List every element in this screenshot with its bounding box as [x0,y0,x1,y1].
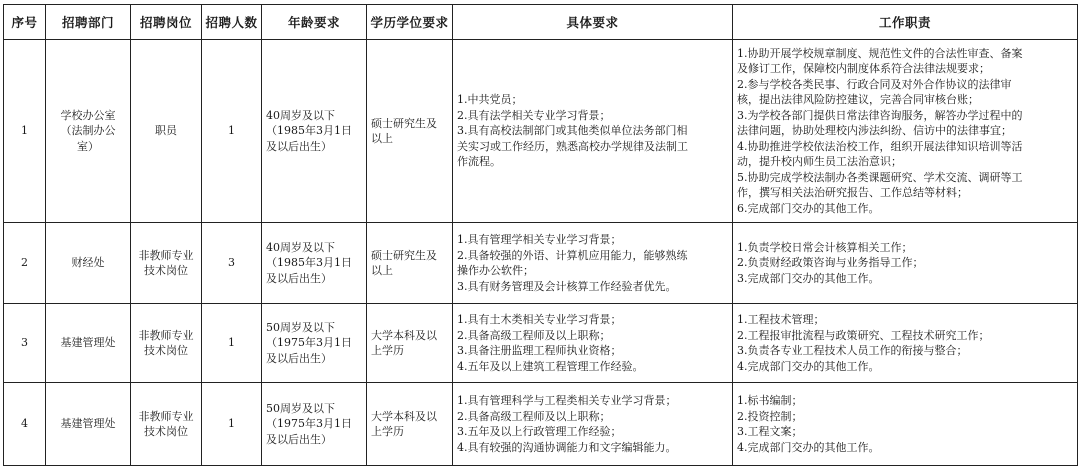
header-cell: 具体要求 [453,5,733,40]
cell-text-line: 及以后出生） [266,271,332,285]
cell-text-line: 大学本科及以 [371,328,437,342]
department-cell [46,223,131,304]
cell-text-line: 2.负责财经政策咨询与业务指导工作； [737,256,924,270]
cell-text-line: 作，撰写相关法治研究报告、工作总结等材料； [737,186,968,200]
cell-text-line: 1.中共党员； [457,93,523,107]
cell-text-line: 上学历 [371,425,404,438]
cell-text-line: 非教师专业 [138,328,194,342]
cell-text-line: 及修订工作，保障校内制度体系符合法律法规要求； [737,62,990,76]
serial-number-cell: 2 [4,223,46,304]
cell-text-line: 1.工程技术管理； [737,313,825,326]
cell-text-line: 1.具有管理学相关专业学习背景； [457,233,622,246]
education-requirement-cell [367,383,453,466]
specific-requirements-cell [453,383,733,466]
cell-text-line: 2.具有法学相关专业学习背景； [457,108,611,122]
cell-text-line: 室） [77,139,99,153]
cell-text-line: 40周岁及以下 [266,240,335,254]
cell-text-line: 上学历 [371,344,404,357]
cell-text-line: 2.具备高级工程师及以上职称； [457,409,611,423]
age-requirement-cell [262,40,367,223]
cell-text-line: 3.具有财务管理及会计核算工作经验者优先。 [457,279,677,293]
cell-text-line: 3.工程文案； [737,425,803,438]
cell-text-line: 3.五年及以上行政管理工作经验； [457,425,622,438]
table-row [4,304,1078,383]
serial-number-cell: 4 [4,383,46,466]
job-duties-cell [733,223,1078,304]
specific-requirements-cell [453,40,733,223]
cell-text-line: 1.标书编制； [737,394,803,407]
cell-text-line: 4.五年及以上建筑工程管理工作经验。 [457,359,644,373]
cell-text-line: 硕士研究生及 [371,248,437,262]
header-cell: 工作职责 [733,5,1078,40]
cell-text-line: 法律问题，协助处理校内涉法纠纷、信访中的法律事宜； [737,124,1012,138]
cell-text-line: 50周岁及以下 [266,320,335,334]
cell-text-line: 技术岗位 [144,344,188,357]
education-requirement-cell [367,40,453,223]
cell-text-line: 基建管理处 [60,417,116,431]
cell-text-line: 及以后出生） [266,139,332,153]
headcount-cell: 3 [202,223,262,304]
recruitment-table [3,4,1078,466]
header-row [4,5,1078,40]
table-row [4,40,1078,223]
cell-text-line: 基建管理处 [60,336,116,350]
age-requirement-cell [262,223,367,304]
cell-text-line: 1.具有管理科学与工程类相关专业学习背景； [457,394,677,407]
header-cell: 招聘人数 [202,5,262,40]
cell-text-line: 作流程。 [457,155,501,169]
header-cell: 年龄要求 [262,5,367,40]
cell-text-line: 3.完成部门交办的其他工作。 [737,271,880,285]
cell-text-line: 2.工程报审批流程与政策研究、工程技术研究工作； [737,328,990,342]
cell-text-line: 40周岁及以下 [266,108,335,122]
cell-text-line: 3.负责各专业工程技术人员工作的衔接与整合； [737,344,968,357]
cell-text-line: 2.具备高级工程师及以上职称； [457,328,611,342]
cell-text-line: 学校办公室 [60,108,116,122]
cell-text-line: 非教师专业 [138,248,194,262]
education-requirement-cell [367,223,453,304]
headcount-cell: 1 [202,304,262,383]
cell-text-line: 50周岁及以下 [266,401,335,415]
headcount-cell: 1 [202,40,262,223]
cell-text-line: （1975年3月1日 [266,417,352,431]
job-duties-cell [733,383,1078,466]
department-cell [46,383,131,466]
headcount-cell: 1 [202,383,262,466]
cell-text-line: 1.协助开展学校规章制度、规范性文件的合法性审查、备案 [737,46,1023,60]
serial-number-cell: 3 [4,304,46,383]
cell-text-line: 3.具备注册监理工程师执业资格； [457,344,622,357]
cell-text-line: 4.协助推进学校依法治校工作，组织开展法律知识培训等活 [737,139,1023,153]
department-cell [46,40,131,223]
cell-text-line: 非教师专业 [138,409,194,423]
header-cell: 招聘岗位 [131,5,202,40]
job-duties-cell [733,304,1078,383]
cell-text-line: 4.完成部门交办的其他工作。 [737,440,880,454]
table-row [4,223,1078,304]
cell-text-line: 及以后出生） [266,432,332,446]
cell-text-line: 操作办公软件； [457,264,534,277]
position-cell [131,383,202,466]
cell-text-line: （1985年3月1日 [266,124,352,138]
cell-text-line: （1975年3月1日 [266,336,352,350]
cell-text-line: 财经处 [71,256,105,270]
cell-text-line: 2.具备较强的外语、计算机应用能力，能够熟练 [457,248,688,262]
cell-text-line: 3.为学校各部门提供日常法律咨询服务，解答办学过程中的 [737,108,1023,122]
cell-text-line: 以上 [371,132,393,145]
serial-number-cell: 1 [4,40,46,223]
cell-text-line: 6.完成部门交办的其他工作。 [737,201,880,215]
education-requirement-cell [367,304,453,383]
cell-text-line: 硕士研究生及 [371,116,437,130]
cell-text-line: 4.完成部门交办的其他工作。 [737,359,880,373]
position-cell [131,40,202,223]
header-cell: 学历学位要求 [367,5,453,40]
cell-text-line: 2.投资控制； [737,409,803,423]
table-row [4,383,1078,466]
header-cell: 招聘部门 [46,5,131,40]
cell-text-line: 大学本科及以 [371,409,437,423]
age-requirement-cell [262,304,367,383]
cell-text-line: 3.具有高校法制部门或其他类似单位法务部门相 [457,124,688,138]
cell-text-line: 及以后出生） [266,351,332,365]
cell-text-line: 核，提出法律风险防控建议，完善合同审核台账； [737,93,979,107]
age-requirement-cell [262,383,367,466]
position-cell [131,223,202,304]
cell-text-line: 2.参与学校各类民事、行政合同及对外合作协议的法律审 [737,77,1012,91]
job-duties-cell [733,40,1078,223]
department-cell [46,304,131,383]
cell-text-line: 技术岗位 [144,425,188,438]
cell-text-line: 4.具有较强的沟通协调能力和文字编辑能力。 [457,440,677,454]
cell-text-line: 1.具有土木类相关专业学习背景； [457,313,622,326]
cell-text-line: 以上 [371,264,393,277]
position-cell [131,304,202,383]
specific-requirements-cell [453,223,733,304]
cell-text-line: 动，提升校内师生员工法治意识； [737,155,902,169]
cell-text-line: 职员 [155,124,177,138]
cell-text-line: 技术岗位 [144,264,188,277]
cell-text-line: （法制办公 [60,124,116,138]
cell-text-line: 5.协助完成学校法制办各类课题研究、学术交流、调研等工 [737,170,1023,184]
cell-text-line: 1.负责学校日常会计核算相关工作； [737,240,913,254]
cell-text-line: 关实习或工作经历，熟悉高校办学规律及法制工 [457,139,688,153]
header-cell: 序号 [4,5,46,40]
specific-requirements-cell [453,304,733,383]
cell-text-line: （1985年3月1日 [266,256,352,270]
